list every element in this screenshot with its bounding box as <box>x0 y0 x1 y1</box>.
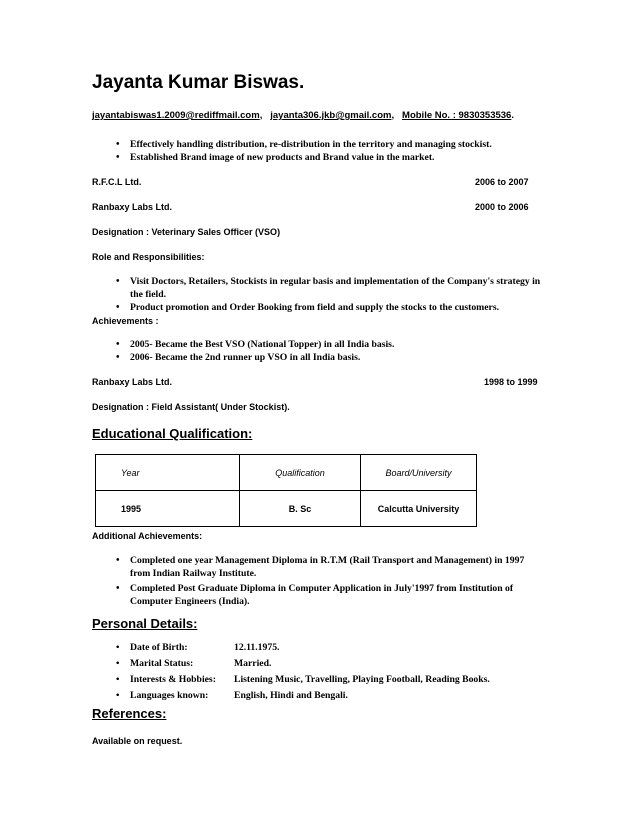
role-bullet-list <box>92 275 552 314</box>
table-cell: 1995 <box>96 491 240 527</box>
list-item: • 2005- Became the Best VSO (National Topper) in all India basis. <box>92 338 552 351</box>
table-cell: Calcutta University <box>361 491 477 527</box>
contact-separator: , <box>391 110 395 121</box>
personal-details-list <box>92 640 562 704</box>
candidate-name: Jayanta Kumar Biswas. <box>92 72 305 93</box>
list-item: • Effectively handling distribution, re-distribution in the territory and managing stockist. <box>92 138 542 151</box>
table-header-cell: Board/University <box>361 455 477 491</box>
detail-value: Married. <box>234 658 272 669</box>
job-designation: Designation : Field Assistant( Under Stockist). <box>92 402 290 412</box>
references-heading: References: <box>92 706 167 721</box>
job-company: Ranbaxy Labs Ltd. <box>92 377 173 387</box>
education-heading: Educational Qualification: <box>92 426 253 441</box>
job-company: Ranbaxy Labs Ltd. <box>92 202 173 212</box>
detail-label: Languages known: <box>130 690 209 701</box>
personal-details-heading: Personal Details: <box>92 616 198 631</box>
detail-label: Marital Status: <box>130 658 194 669</box>
email-primary[interactable]: jayantabiswas1.2009@rediffmail.com <box>92 110 260 121</box>
list-item: • Completed Post Graduate Diploma in Computer Application in July'1997 from Institution of Computer Engineers (India). <box>92 582 542 608</box>
job-company: R.F.C.L Ltd. <box>92 177 142 187</box>
detail-value: English, Hindi and Bengali. <box>234 690 348 701</box>
contact-end: . <box>511 110 514 121</box>
detail-label: Date of Birth: <box>130 642 188 653</box>
list-item <box>92 672 562 688</box>
contact-separator: , <box>259 110 263 121</box>
list-item: • Product promotion and Order Booking from field and supply the stocks to the customers. <box>92 301 552 314</box>
job-years: 2006 to 2007 <box>475 177 529 187</box>
list-item <box>92 688 562 704</box>
email-secondary[interactable]: jayanta306.jkb@gmail.com <box>270 110 392 121</box>
table-row <box>96 491 477 527</box>
contact-line <box>92 110 514 121</box>
table-cell: B. Sc <box>240 491 361 527</box>
list-item: • 2006- Became the 2nd runner up VSO in all India basis. <box>92 351 552 364</box>
references-text: Available on request. <box>92 736 183 746</box>
job-years: 2000 to 2006 <box>475 202 529 212</box>
table-header-row <box>96 455 477 491</box>
role-heading: Role and Responsibilities: <box>92 252 205 262</box>
table-header-cell: Qualification <box>240 455 361 491</box>
additional-bullet-list <box>92 554 542 608</box>
mobile-number: Mobile No. : 9830353536 <box>402 110 512 121</box>
intro-bullet-list <box>92 138 542 164</box>
job-designation: Designation : Veterinary Sales Officer (VSO) <box>92 227 281 237</box>
list-item: • Established Brand image of new products and Brand value in the market. <box>92 151 542 164</box>
achievements-heading: Achievements : <box>92 316 159 326</box>
job-years: 1998 to 1999 <box>484 377 538 387</box>
achievement-bullet-list <box>92 338 552 364</box>
list-item: • Visit Doctors, Retailers, Stockists in regular basis and implementation of the Company's strategy in the field. <box>92 275 552 301</box>
additional-achievements-heading: Additional Achievements: <box>92 531 203 541</box>
detail-value: 12.11.1975. <box>234 642 280 653</box>
detail-value: Listening Music, Travelling, Playing Football, Reading Books. <box>234 674 490 685</box>
detail-label: Interests & Hobbies: <box>130 674 216 685</box>
list-item <box>92 640 562 656</box>
education-table <box>95 454 477 527</box>
list-item: • Completed one year Management Diploma in R.T.M (Rail Transport and Management) in 1997 from Indian Railway Institute. <box>92 554 542 580</box>
list-item <box>92 656 562 672</box>
table-header-cell: Year <box>96 455 240 491</box>
